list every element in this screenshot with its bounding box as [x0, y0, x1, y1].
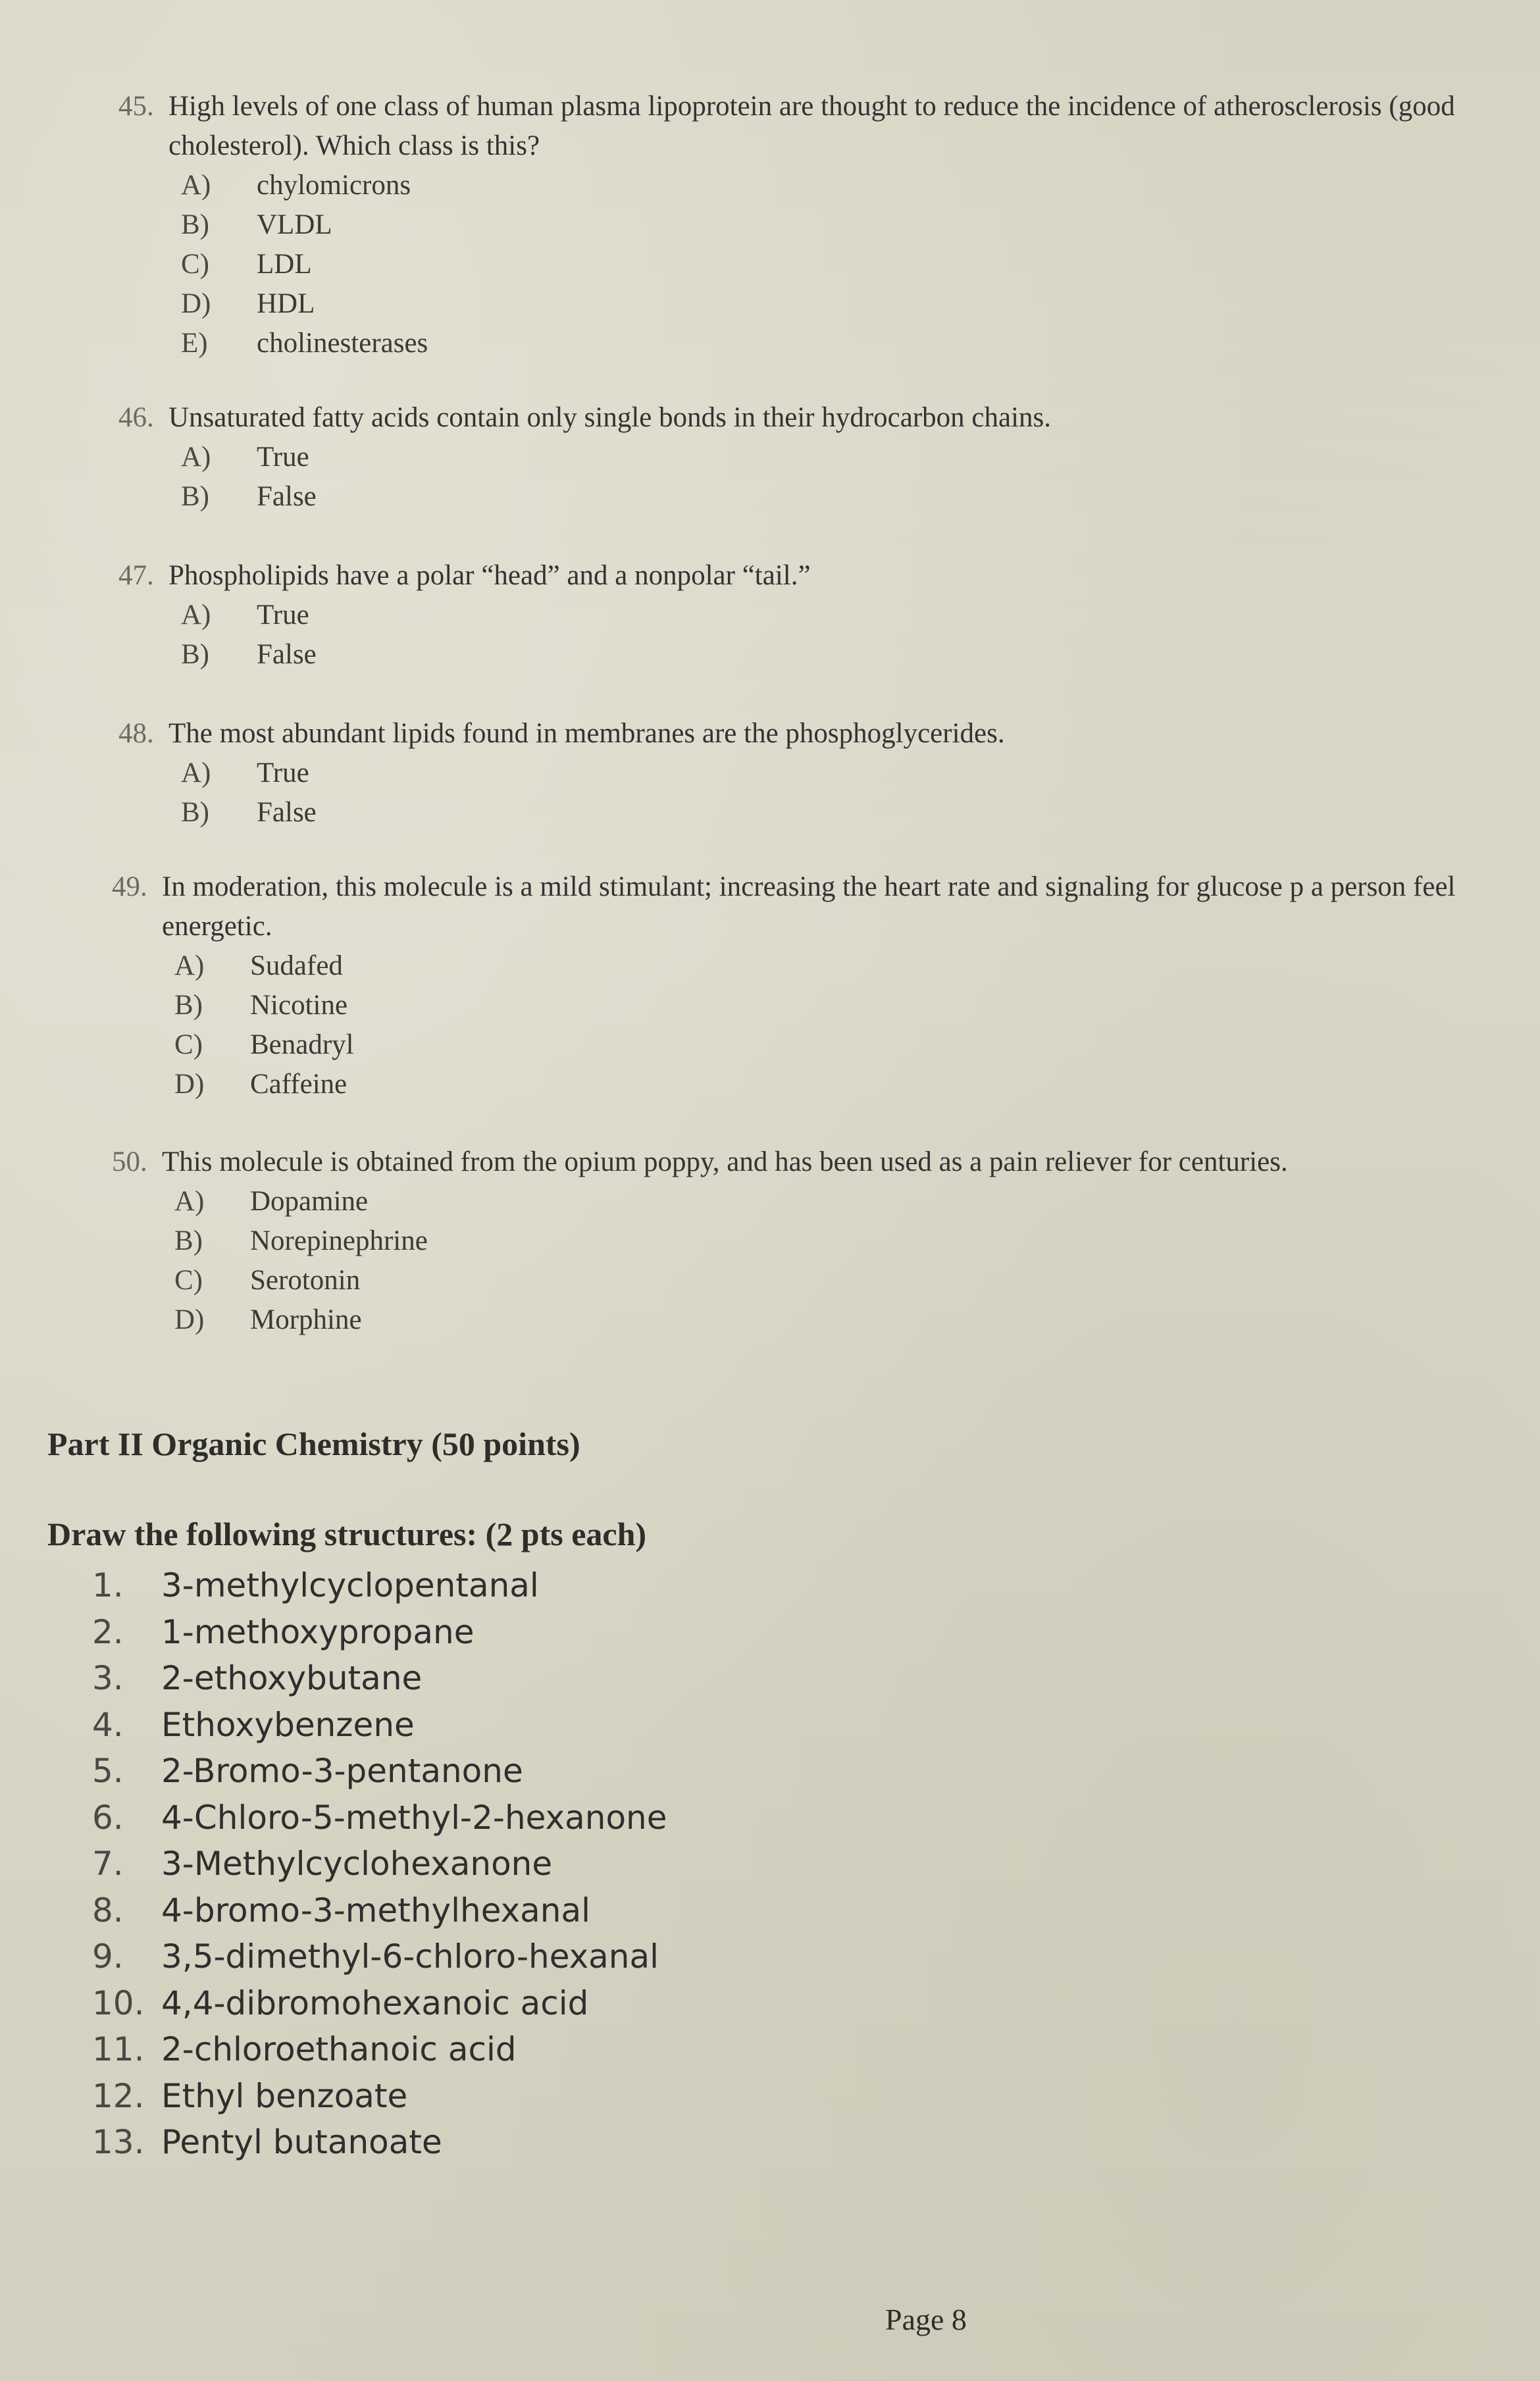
option-letter: B): [181, 797, 209, 828]
answer-option: [174, 1065, 1520, 1104]
option-letter: C): [174, 1029, 203, 1060]
compound-name: 3-Methylcyclohexanone: [161, 1845, 553, 1883]
item-number: 13.: [92, 2123, 145, 2161]
option-text: Norepinephrine: [250, 1225, 428, 1256]
section-instructions: Draw the following structures: (2 pts each): [47, 1516, 647, 1552]
question-45: [118, 87, 1527, 363]
option-letter: D): [174, 1304, 205, 1335]
question-stem: [112, 1142, 1520, 1182]
option-letter: D): [181, 288, 211, 319]
structure-item: [92, 1841, 667, 1887]
item-number: 11.: [92, 2030, 145, 2068]
item-number: 5.: [92, 1752, 124, 1790]
option-text: Sudafed: [250, 950, 343, 981]
item-number: 7.: [92, 1845, 124, 1883]
answer-options: [112, 1182, 1520, 1340]
question-text: In moderation, this molecule is a mild stimulant; increasing the heart rate and signaling for glucose p a person feel energetic.: [162, 871, 1456, 942]
structure-item: [92, 1655, 667, 1702]
option-text: Dopamine: [250, 1186, 369, 1217]
structure-item: [92, 1980, 667, 2027]
option-text: Morphine: [250, 1304, 362, 1335]
answer-option: [181, 596, 1527, 635]
structure-item: [92, 1748, 667, 1795]
item-number: 2.: [92, 1612, 124, 1651]
option-text: LDL: [257, 249, 312, 280]
answer-option: [181, 166, 1527, 205]
answer-option: [174, 1300, 1520, 1340]
item-number: 10.: [92, 1984, 145, 2022]
question-text: Unsaturated fatty acids contain only single bonds in their hydrocarbon chains.: [168, 402, 1052, 433]
item-number: 3.: [92, 1659, 124, 1697]
compound-name: 4-Chloro-5-methyl-2-hexanone: [161, 1798, 667, 1837]
question-text: High levels of one class of human plasma lipoprotein are thought to reduce the incidence of atherosclerosis (good cholesterol). Which class is this?: [168, 91, 1455, 161]
question-49: [112, 867, 1520, 1104]
option-letter: C): [174, 1265, 203, 1296]
option-letter: C): [181, 249, 209, 280]
question-text: This molecule is obtained from the opium poppy, and has been used as a pain reliever for centuries.: [162, 1146, 1288, 1177]
question-number: 49.: [112, 871, 147, 902]
question-50: [112, 1142, 1520, 1340]
item-number: 8.: [92, 1891, 124, 1930]
option-letter: D): [174, 1069, 205, 1100]
question-number: 48.: [118, 718, 154, 749]
option-letter: A): [174, 950, 205, 981]
structure-item: [92, 1609, 667, 1656]
answer-option: [174, 1221, 1520, 1261]
option-text: True: [257, 600, 309, 630]
answer-option: [181, 438, 1527, 477]
answer-options: [118, 596, 1527, 675]
answer-option: [174, 986, 1520, 1025]
option-letter: A): [181, 442, 211, 473]
option-text: cholinesterases: [257, 328, 428, 359]
option-letter: A): [181, 170, 211, 201]
answer-options: [118, 166, 1527, 363]
question-stem: [118, 398, 1527, 438]
structure-item: [92, 2119, 667, 2166]
compound-name: 2-chloroethanoic acid: [161, 2030, 517, 2068]
option-text: Serotonin: [250, 1265, 361, 1296]
section-title: Part II Organic Chemistry (50 points): [47, 1425, 580, 1462]
question-number: 46.: [118, 402, 154, 433]
compound-name: 3,5-dimethyl-6-chloro-hexanal: [161, 1937, 659, 1976]
question-number: 50.: [112, 1146, 147, 1177]
compound-name: 2-Bromo-3-pentanone: [161, 1752, 523, 1790]
answer-option: [181, 635, 1527, 675]
structure-item: [92, 1702, 667, 1749]
item-number: 4.: [92, 1705, 124, 1744]
option-text: VLDL: [257, 209, 332, 240]
option-text: True: [257, 757, 309, 788]
option-text: Benadryl: [250, 1029, 354, 1060]
question-stem: [112, 867, 1520, 946]
option-text: True: [257, 442, 309, 473]
question-text: The most abundant lipids found in membranes are the phosphoglycerides.: [168, 718, 1005, 749]
answer-options: [118, 754, 1527, 832]
compound-name: Ethoxybenzene: [161, 1705, 415, 1744]
compound-name: 4,4-dibromohexanoic acid: [161, 1984, 589, 2022]
structure-item: [92, 1795, 667, 1841]
option-text: HDL: [257, 288, 315, 319]
option-letter: A): [181, 600, 211, 630]
structure-item: [92, 1933, 667, 1980]
answer-option: [181, 793, 1527, 832]
option-text: False: [257, 797, 317, 828]
question-46: [118, 398, 1527, 517]
item-number: 6.: [92, 1798, 124, 1837]
page-number: Page 8: [885, 2303, 967, 2336]
option-letter: B): [174, 1225, 203, 1256]
answer-option: [181, 284, 1527, 324]
answer-option: [181, 754, 1527, 793]
option-text: Caffeine: [250, 1069, 347, 1100]
answer-option: [174, 1261, 1520, 1300]
item-number: 1.: [92, 1566, 124, 1604]
option-letter: B): [181, 209, 209, 240]
option-letter: A): [181, 757, 211, 788]
compound-name: 4-bromo-3-methylhexanal: [161, 1891, 591, 1930]
option-letter: B): [174, 990, 203, 1021]
answer-option: [181, 205, 1527, 245]
structure-item: [92, 2073, 667, 2120]
compound-name: Ethyl benzoate: [161, 2076, 408, 2115]
answer-option: [181, 477, 1527, 517]
structure-item: [92, 1887, 667, 1934]
compound-name: 3-methylcyclopentanal: [161, 1566, 539, 1604]
item-number: 9.: [92, 1937, 124, 1976]
question-number: 47.: [118, 560, 154, 591]
structure-item: [92, 2026, 667, 2073]
compound-name: 2-ethoxybutane: [161, 1659, 423, 1697]
question-number: 45.: [118, 91, 154, 122]
structure-item: [92, 1562, 667, 1609]
option-letter: B): [181, 481, 209, 512]
compound-name: Pentyl butanoate: [161, 2123, 442, 2161]
compound-name: 1-methoxypropane: [161, 1612, 475, 1651]
item-number: 12.: [92, 2076, 145, 2115]
answer-option: [181, 245, 1527, 284]
question-text: Phospholipids have a polar “head” and a nonpolar “tail.”: [168, 560, 811, 591]
option-letter: B): [181, 639, 209, 670]
option-letter: A): [174, 1186, 205, 1217]
option-letter: E): [181, 328, 208, 359]
answer-option: [174, 1182, 1520, 1221]
answer-options: [118, 438, 1527, 517]
option-text: False: [257, 639, 317, 670]
option-text: Nicotine: [250, 990, 348, 1021]
answer-option: [174, 946, 1520, 986]
question-stem: [118, 556, 1527, 596]
question-stem: [118, 714, 1527, 754]
question-48: [118, 714, 1527, 832]
answer-option: [181, 324, 1527, 363]
structure-list: [92, 1562, 667, 2166]
answer-option: [174, 1025, 1520, 1065]
question-47: [118, 556, 1527, 675]
option-text: chylomicrons: [257, 170, 411, 201]
answer-options: [112, 946, 1520, 1104]
question-stem: [118, 87, 1527, 166]
option-text: False: [257, 481, 317, 512]
